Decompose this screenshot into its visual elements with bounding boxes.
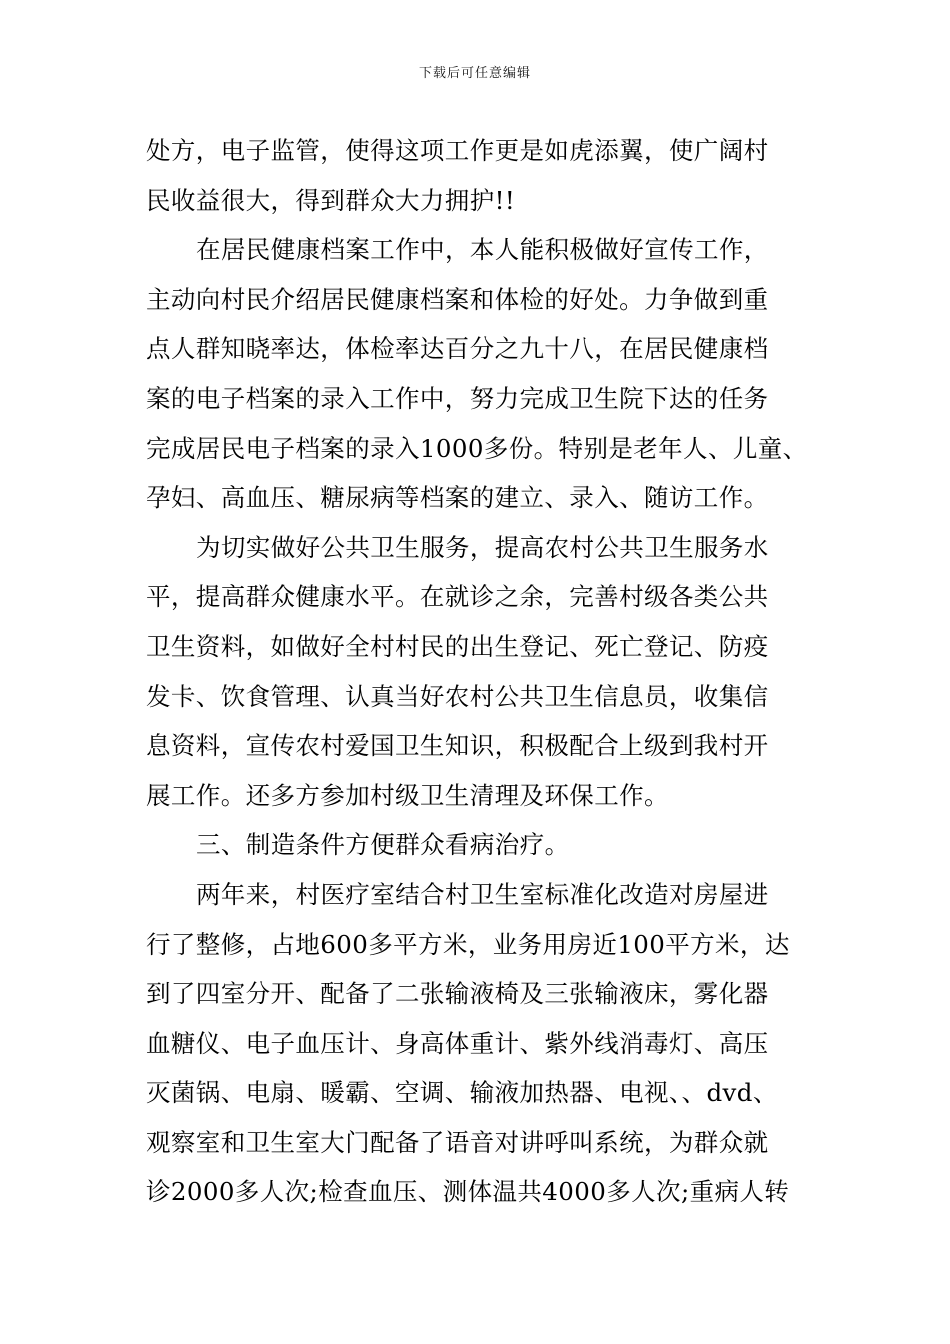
text-line: 血糖仪、电子血压计、身高体重计、紫外线消毒灯、高压 [146,1028,769,1058]
paragraph-1 [146,126,826,225]
text-line: 两年来，村医疗室结合村卫生室标准化改造对房屋进 [196,879,769,909]
text-line: 诊2000多人次;检查血压、测体温共4000多人次;重病人转 [146,1177,790,1207]
text-line: 主动向村民介绍居民健康档案和体检的好处。力争做到重 [146,284,769,314]
text-line: 案的电子档案的录入工作中，努力完成卫生院下达的任务 [146,383,769,413]
section-heading [146,820,826,870]
text-line: 为切实做好公共卫生服务，提高农村公共卫生服务水 [196,532,769,562]
text-line: 点人群知晓率达，体检率达百分之九十八，在居民健康档 [146,334,769,364]
text-line: 卫生资料，如做好全村村民的出生登记、死亡登记、防疫 [146,631,769,661]
text-line: 平，提高群众健康水平。在就诊之余，完善村级各类公共 [146,582,769,612]
page-header: 下载后可任意编辑 [418,66,531,81]
text-line: 发卡、饮食管理、认真当好农村公共卫生信息员，收集信 [146,681,769,711]
paragraph-2 [146,225,826,523]
paragraph-5 [146,870,826,1217]
text-line: 灭菌锅、电扇、暖霸、空调、输液加热器、电视、、dvd、 [146,1078,778,1108]
text-line: 行了整修，占地600多平方米，业务用房近100平方米，达 [146,929,790,959]
paragraph-3 [146,523,826,821]
text-line: 在居民健康档案工作中，本人能积极做好宣传工作， [196,235,769,265]
text-line: 息资料，宣传农村爱国卫生知识，积极配合上级到我村开 [146,731,769,761]
text-line: 孕妇、高血压、糖尿病等档案的建立、录入、随访工作。 [146,483,769,513]
text-line: 处方，电子监管，使得这项工作更是如虎添翼，使广阔村 [146,136,769,165]
text-line: 观察室和卫生室大门配备了语音对讲呼叫系统，为群众就 [146,1127,769,1157]
text-line: 民收益很大，得到群众大力拥护!! [146,185,516,215]
text-line: 完成居民电子档案的录入1000多份。特别是老年人、儿童、 [146,433,808,463]
text-line: 展工作。还多方参加村级卫生清理及环保工作。 [146,780,669,810]
text-line: 三、制造条件方便群众看病治疗。 [196,830,570,860]
document-body [146,126,826,1217]
text-line: 到了四室分开、配备了二张输液椅及三张输液床，雾化器 [146,979,769,1009]
